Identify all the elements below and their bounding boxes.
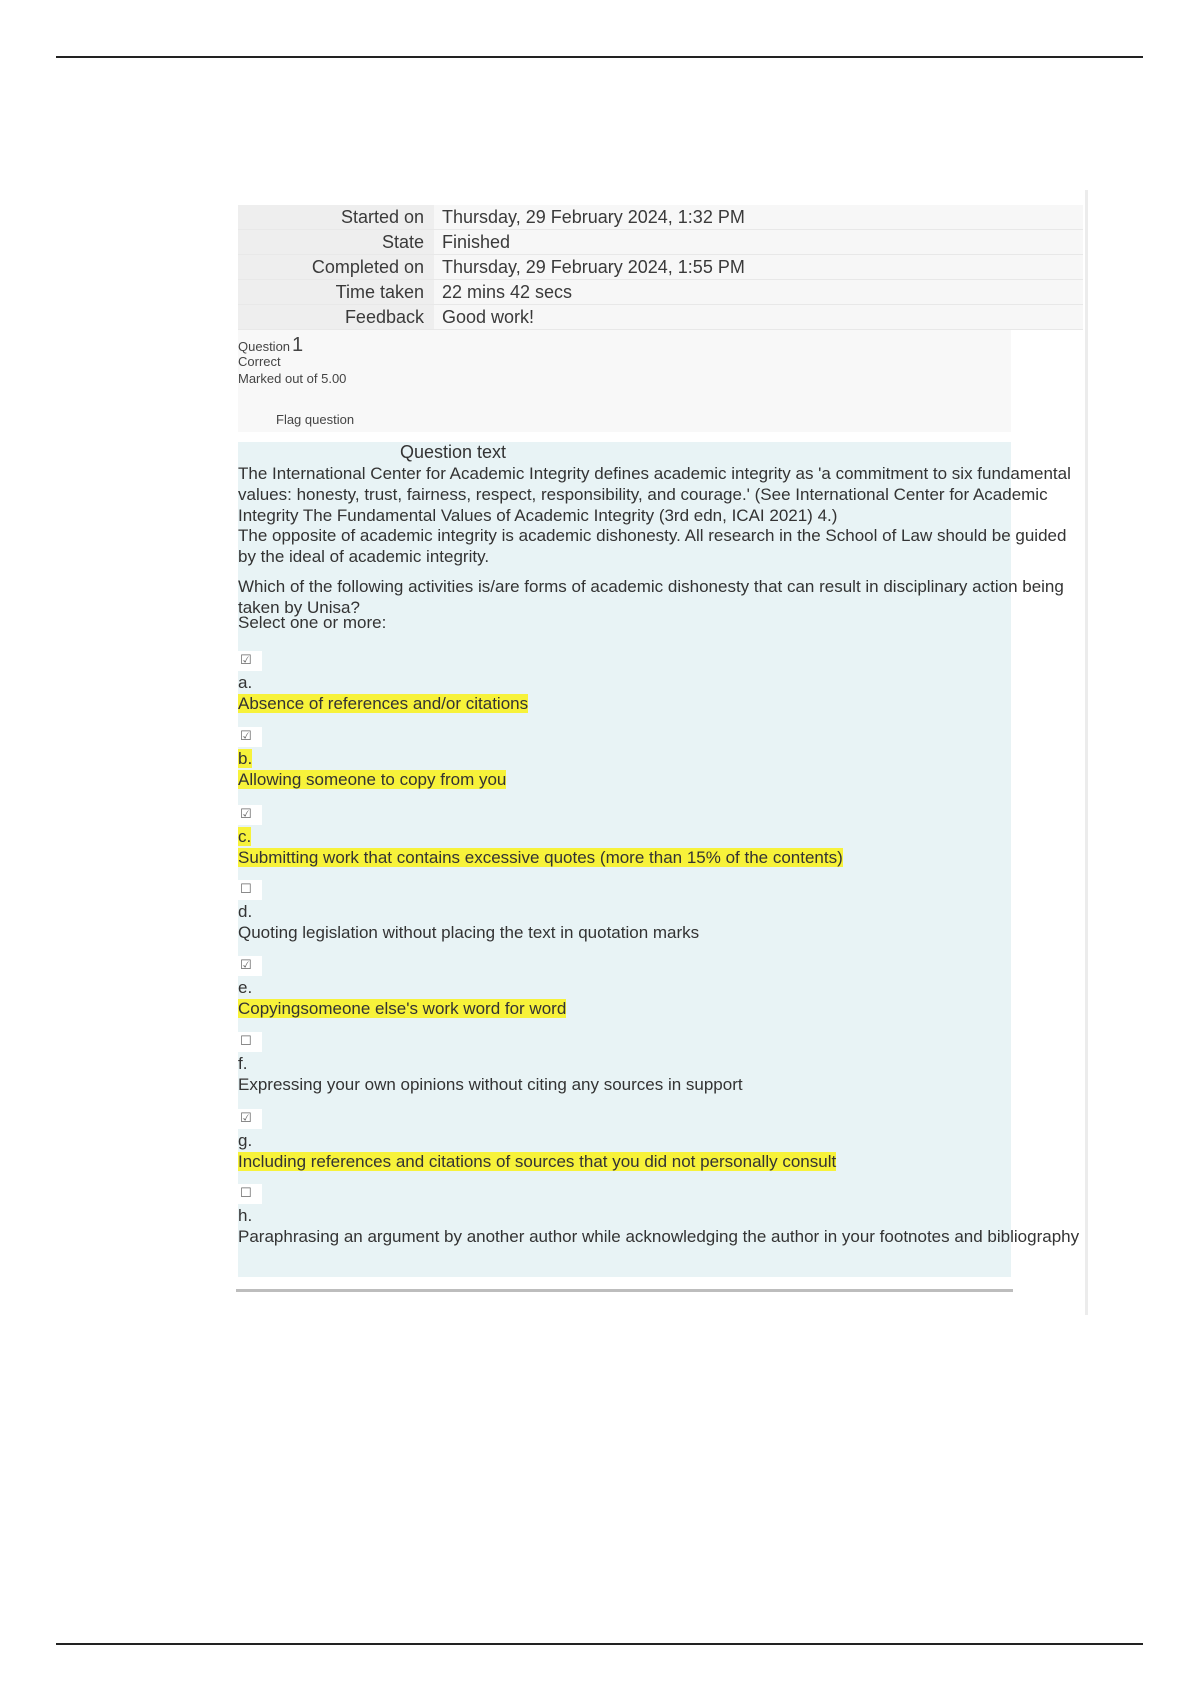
summary-label: Completed on — [238, 255, 434, 280]
option-c-letter — [238, 827, 251, 847]
summary-row-started-on — [238, 205, 1083, 230]
checkbox-unchecked-icon: ☐ — [240, 1185, 252, 1200]
summary-label: Feedback — [238, 305, 434, 330]
question-info-panel — [238, 330, 1011, 432]
summary-row-completed-on — [238, 255, 1083, 280]
option-g-text — [238, 1151, 1083, 1173]
question-paragraph-2: The opposite of academic integrity is academic dishonesty. All research in the School of Law should be guided by the ideal of academic integrity. — [238, 526, 1067, 566]
summary-value: Thursday, 29 February 2024, 1:32 PM — [434, 205, 1083, 230]
checkbox-checked-icon: ☑ — [240, 957, 252, 972]
question-status: Correct — [238, 354, 281, 369]
summary-value: Thursday, 29 February 2024, 1:55 PM — [434, 255, 1083, 280]
option-e-label: Copyingsomeone else's work word for word — [238, 999, 567, 1018]
option-b-label: Allowing someone to copy from you — [238, 770, 507, 789]
option-g-letter: g. — [238, 1131, 253, 1150]
option-e-checkbox[interactable] — [238, 956, 262, 976]
summary-value: Finished — [434, 230, 1083, 255]
question-number-value: 1 — [292, 334, 304, 356]
option-a-label: Absence of references and/or citations — [238, 694, 529, 713]
option-b-checkbox[interactable] — [238, 727, 262, 747]
option-b-text — [238, 769, 1083, 791]
option-f-checkbox[interactable] — [238, 1032, 262, 1052]
summary-row-feedback — [238, 305, 1083, 330]
option-f-letter: f. — [238, 1054, 248, 1073]
summary-label: State — [238, 230, 434, 255]
option-h-text: Paraphrasing an argument by another author while acknowledging the author in your footnotes and bibliography — [238, 1227, 1080, 1246]
option-b-letter — [238, 749, 252, 769]
option-a-letter: a. — [238, 673, 253, 692]
page-bottom-rule — [56, 1643, 1143, 1645]
option-h-letter: h. — [238, 1206, 253, 1225]
option-a-checkbox[interactable] — [238, 651, 262, 671]
option-g-checkbox[interactable] — [238, 1109, 262, 1129]
option-d-checkbox[interactable] — [238, 880, 262, 900]
summary-row-state — [238, 230, 1083, 255]
question-marks: Marked out of 5.00 — [238, 371, 347, 386]
option-d-text: Quoting legislation without placing the text in quotation marks — [238, 923, 700, 942]
question-bottom-divider — [236, 1289, 1013, 1292]
option-c-checkbox[interactable] — [238, 805, 262, 825]
summary-label: Time taken — [238, 280, 434, 305]
summary-value: 22 mins 42 secs — [434, 280, 1083, 305]
screenshot-right-border — [1085, 190, 1088, 1315]
checkbox-unchecked-icon: ☐ — [240, 881, 252, 896]
option-c-letter-text: c. — [238, 827, 252, 846]
summary-row-time-taken — [238, 280, 1083, 305]
option-a-text — [238, 693, 1083, 715]
summary-value: Good work! — [434, 305, 1083, 330]
checkbox-checked-icon: ☑ — [240, 652, 252, 667]
option-e-text — [238, 998, 1083, 1020]
question-paragraph-1: The International Center for Academic Integrity defines academic integrity as 'a commitment to six fundamental values: honesty, trust, fairness, respect, responsibility, and courage.' (See International Center for Academic Integrity The Fundamental Values of Academic Integrity (3rd edn, ICAI 2021) 4.) — [238, 464, 1071, 525]
option-e-letter: e. — [238, 978, 253, 997]
checkbox-checked-icon: ☑ — [240, 728, 252, 743]
option-c-label: Submitting work that contains excessive quotes (more than 15% of the contents) — [238, 848, 843, 867]
question-prompt: Which of the following activities is/are forms of academic dishonesty that can result in disciplinary action being taken by Unisa? — [238, 577, 1064, 617]
option-f-text: Expressing your own opinions without citing any sources in support — [238, 1075, 743, 1094]
option-h-checkbox[interactable] — [238, 1184, 262, 1204]
summary-label: Started on — [238, 205, 434, 230]
option-b-letter-text: b. — [238, 749, 253, 768]
quiz-review-screenshot — [238, 190, 1088, 1315]
attempt-summary-table — [238, 205, 1083, 330]
question-label: Question — [238, 339, 291, 354]
question-text-heading: Question text — [400, 442, 507, 462]
checkbox-unchecked-icon: ☐ — [240, 1033, 252, 1048]
answer-instruction: Select one or more: — [238, 613, 387, 632]
page-top-rule — [56, 56, 1143, 58]
option-c-text — [238, 847, 1083, 869]
option-g-label: Including references and citations of sources that you did not personally consult — [238, 1152, 837, 1171]
checkbox-checked-icon: ☑ — [240, 1110, 252, 1125]
option-d-letter: d. — [238, 902, 253, 921]
flag-question-link[interactable]: Flag question — [276, 412, 355, 427]
checkbox-checked-icon: ☑ — [240, 806, 252, 821]
question-formulation — [238, 442, 1080, 1277]
